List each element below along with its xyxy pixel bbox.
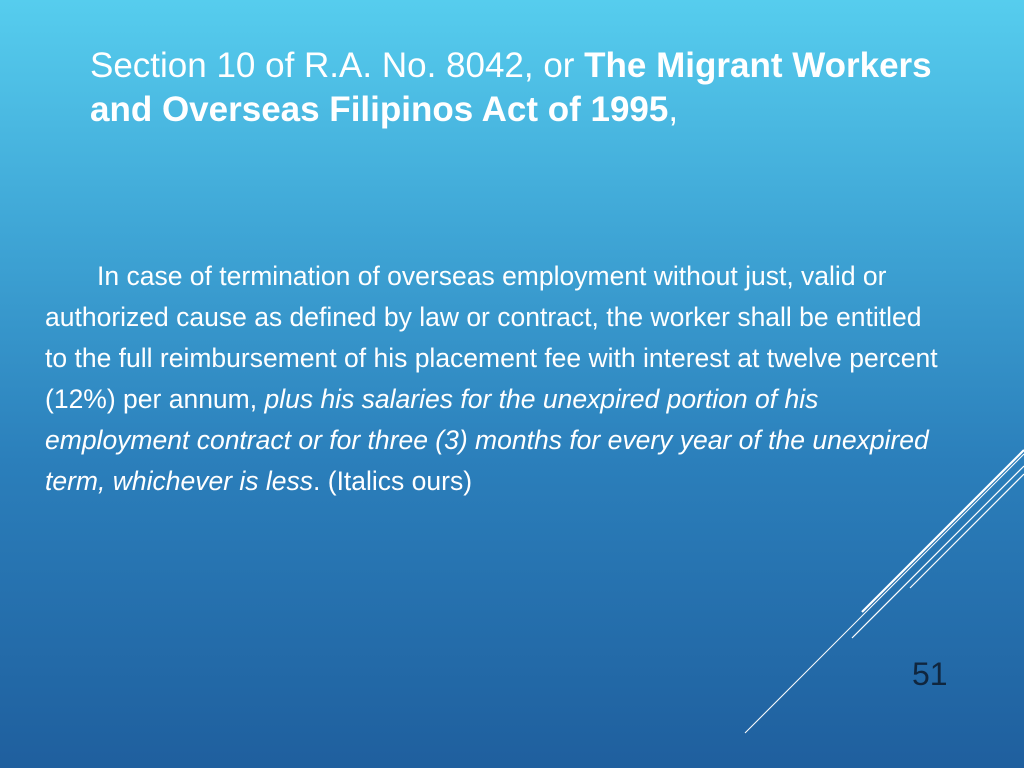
title-suffix: ,: [668, 90, 679, 129]
provision-italic-text: plus his salaries for the unexpired portion of his employment contract or for three (3) months for every year of the unexpired term, whichever is less: [45, 384, 929, 496]
quoted-provision: [45, 256, 945, 502]
page-number: 51: [912, 656, 948, 692]
provision-note: . (Italics ours): [313, 466, 473, 496]
title-prefix: Section 10 of R.A. No. 8042, or: [90, 46, 585, 85]
title-act-name: The Migrant Workers and Overseas Filipinos Act of 1995: [90, 46, 932, 129]
slide-title: [90, 44, 950, 132]
provision-text: In case of termination of overseas employment without just, valid or authorized cause as defined by law or contract, the worker shall be entitled to the full reimbursement of his placement fee with interest at twelve percent (12%) per annum,: [45, 261, 938, 414]
